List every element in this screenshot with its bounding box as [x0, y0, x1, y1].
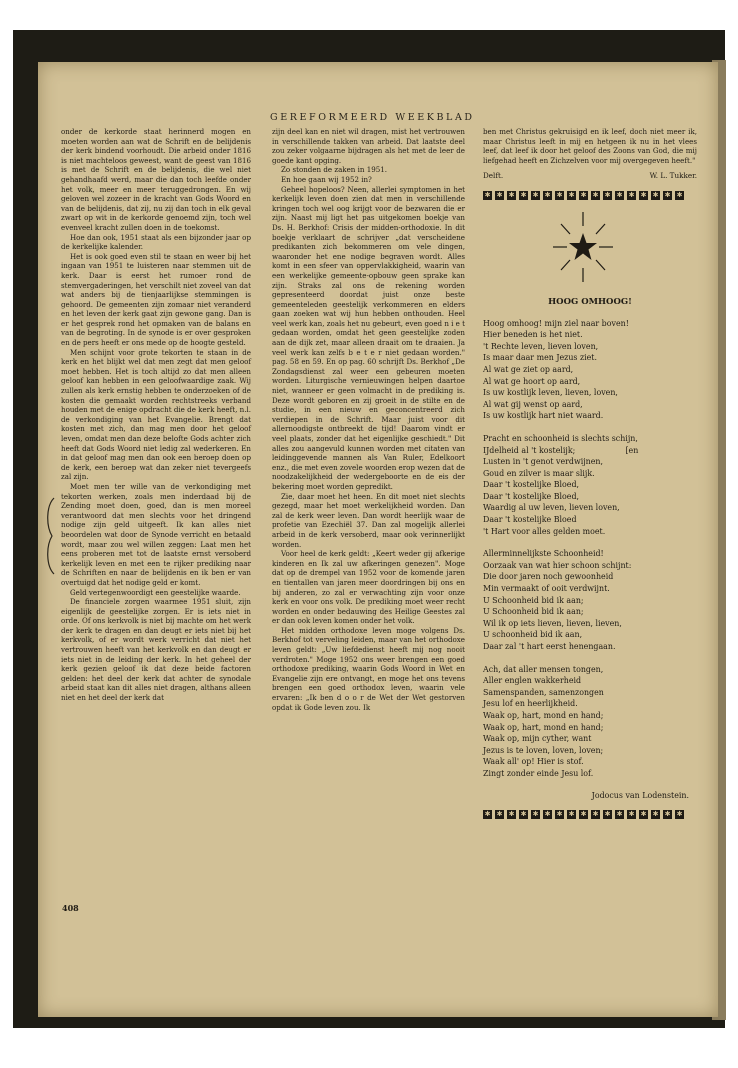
signature-author: W. L. Tukker. [649, 171, 697, 181]
poem-line: Samenspanden, samenzongen [483, 687, 604, 697]
ornament-icon: ✱ [568, 810, 575, 819]
poem-stanza [483, 548, 697, 652]
poem-line: 't Hart voor alles gelden moet. [483, 526, 606, 536]
poem-line: Goud en zilver is maar slijk. [483, 468, 595, 478]
poem-line: Lusten in 't genot verdwijnen, [483, 457, 604, 467]
poem-line: Daar zal 't hart eerst henengaan. [483, 642, 616, 651]
poem-line: Wil ik op iets lieven, lieven, lieven, [483, 618, 622, 628]
ornament-icon: ✱ [532, 810, 539, 819]
poem-line: Aller englen wakkerheid [483, 676, 582, 686]
star-illustration [483, 204, 697, 292]
paragraph: De financiele zorgen waarmee 1951 sluit, zijn eigenlijk de geestelijke zorgen. Er is iets niet in orde. Of ons kerkvolk is niet bij machte om het werk der kerk te dragen en dan deugt er iets niet bij het kerkvolk, of er wordt werk verricht dat niet het vertrouwen heeft van het kerkvolk en dan deugt er iets niet in de leiding der kerk. In het geheel der kerk gezien geloof ik dat deze beide factoren gelden: het deel der kerk dat achter de synodale arbeid staat kan dit alles niet dragen, althans alleen niet en het deel der kerk dat [61, 597, 251, 703]
ornament-icon: ✱ [664, 190, 671, 199]
column-1 [61, 127, 251, 703]
poem-line: U schoonheid bid ik aan, [483, 630, 583, 640]
poem-line: Daar 't kostelijke Bloed, [483, 480, 580, 490]
ornament-icon: ✱ [640, 810, 647, 819]
poem-line: Daar 't kostelijke Bloed [483, 515, 577, 525]
poem-stanza [483, 318, 697, 422]
poem-line: U Schoonheid bid ik aan; [483, 595, 584, 605]
ornament-icon: ✱ [628, 190, 635, 199]
poem-line: Hier beneden is het niet. [483, 330, 583, 340]
paragraph: Hoe dan ook, 1951 staat als een bijzonder jaar op de kerkelijke kalender. [61, 232, 251, 252]
paragraph: Voor heel de kerk geldt: „Keert weder gij afkerige kinderen en Ik zal uw afkeringen genezen". Moge dat op de drempel van 1952 voor de komende jaren en tientallen van jaren meer doordringen bij ons en bij anderen, zo zal er verwachting zijn voor onze kerk en voor ons volk. De prediking moet weer recht worden en onder bedauwing des Heilige Geestes zal er dan ook leven komen onder het volk. [272, 549, 465, 626]
ornament-icon: ✱ [568, 190, 575, 199]
poem-line: Al wat gij wenst op aard, [483, 399, 583, 409]
poem-line: Waak op, hart, mond en hand; [483, 710, 604, 720]
paragraph: onder de kerkorde staat herinnerd mogen en moeten worden aan wat de Schrift en de belijdenis der kerk bindend voorhoudt. Die arbeid onder 1816 is niet machteloos geweest, want de geest van 1816 is met de Schrift en de belijdenis, die wel niet gehandhaafd werd, maar die dan toch leefde onder het volk, meer en meer teruggedrongen. En wij geloven wel zozeer in de kracht van Gods Woord en van de belijdenis, dat zij, nu zij dan toch in elk geval zwart op wit in de kerkorde genoemd zijn, toch wel evenveel kracht zullen doen in de toekomst. [61, 127, 251, 232]
poem-stanza [483, 664, 697, 780]
poem-line: Hoog omhoog! mijn ziel naar boven! [483, 318, 629, 328]
ornament-icon: ✱ [616, 810, 623, 819]
page-number: 408 [62, 903, 79, 913]
ornament-icon: ✱ [544, 190, 551, 199]
poem-line: Al wat ge hoort op aard, [483, 376, 581, 386]
poem-line: Al wat ge ziet op aard, [483, 364, 574, 374]
ornament-icon: ✱ [676, 190, 683, 199]
ornament-icon: ✱ [520, 810, 527, 819]
poem-line: Min vermaakt of ooit verdwijnt. [483, 584, 610, 594]
ornament-icon: ✱ [604, 190, 611, 199]
poem-title: HOOG OMHOOG! [548, 296, 632, 307]
handwritten-bracket-mark [44, 496, 58, 576]
poem-line: Oorzaak van wat hier schoon schijnt: [483, 560, 632, 570]
poem-line: Pracht en schoonheid is slechts schijn, [483, 433, 638, 443]
poem-stanza [483, 433, 697, 537]
paragraph: Zo stonden de zaken in 1951. [281, 165, 388, 175]
ornament-icon: ✱ [616, 190, 623, 199]
ornament-rule-top [483, 191, 697, 200]
poem-line: Jesu lof en heerlijkheid. [483, 699, 578, 709]
poem-line: Ach, dat aller mensen tongen, [483, 664, 604, 674]
ornament-icon: ✱ [652, 190, 659, 199]
poem-line: Is maar daar men Jezus ziet. [483, 353, 597, 363]
poem-line: Waak all' op! Hier is stof. [483, 757, 584, 767]
poem-line: Is uw kostlijk hart niet waard. [483, 411, 604, 421]
ornament-icon: ✱ [520, 190, 527, 199]
ornament-icon: ✱ [580, 190, 587, 199]
paragraph: En hoe gaan wij 1952 in? [281, 174, 372, 184]
poem-author: Jodocus van Lodenstein. [591, 790, 689, 800]
paragraph: Men schijnt voor grote tekorten te staan in de kerk en het blijkt wel dat men zegt dat men geloof moet hebben. Het is toch altijd zo dat men alleen geloof kan hebben in een geloofwaardige zaak. Wij zullen als kerk ernstig hebben te onderzoeken of de kosten die gemaakt worden rechtstreeks verband houden met de enige opdracht die de kerk heeft, n.l. de verkondiging van het Evangelie. Brengt dat kosten met zich, dan mag men door het geloof leven, omdat men dan deze belofte Gods achter zich heeft dat Gods Woord niet ledig zal wederkeren. En in dat geloof mag men dan ook een beroep doen op de kerk, een beroep wat dan zeker niet tevergeefs zal zijn. [61, 347, 251, 482]
ornament-icon: ✱ [592, 190, 599, 199]
column-3 [483, 127, 697, 819]
paragraph: Moet men ter wille van de verkondiging met tekorten werken, zoals men inderdaad bij de Zending moet doen, goed, dan is men moreel verantwoord dat men slechts voor het dringend nodige zijn geld uitgeeft. Ik kan alles niet beoordelen wat door de Synode verricht en betaald wordt, maar zou wel willen zeggen: Laat men het eens proberen met tot de laatste ernst versoberd kerkelijk leven en met een te rijker prediking naar de Schriften en naar de belijdenis en ik ben er van overtuigd dat het nodige geld er komt. [61, 481, 251, 587]
ornament-icon: ✱ [652, 810, 659, 819]
ornament-icon: ✱ [676, 810, 683, 819]
poem-line: Daar 't kostelijke Bloed, [483, 491, 580, 501]
paragraph: Geld vertegenwoordigt een geestelijke waarde. [70, 587, 241, 597]
ornament-icon: ✱ [604, 810, 611, 819]
paragraph: Het is ook goed even stil te staan en weer bij het ingaan van 1951 te luisteren naar stemmen uit de kerk. Daar is eerst het rumoer rond de stemvergaderingen, het verschilt niet zoveel van dat wat anders bij de tienjaarlijkse stemmingen is gehoord. De gemeenten zijn zomaar niet veranderd en het leven der kerk gaat zijn gewone gang. Dan is er het gesprek rond het opmaken van de balans en van de begroting. In de synode is er over gesproken en de pers heeft er ons mede op de hoogte gesteld. [61, 251, 251, 348]
ornament-icon: ✱ [556, 810, 563, 819]
poem-line: Waardig al uw leven, lieven loven, [483, 503, 620, 513]
radiant-star-icon [533, 204, 633, 292]
poem-line: Jezus is te loven, loven, loven; [483, 745, 604, 755]
paragraph: ben met Christus gekruisigd en ik leef, doch niet meer ik, maar Christus leeft in mij en hetgeen ik nu in het vlees leef, dat leef ik door het geloof des Zoons van God, die mij liefgehad heeft en Zichzelven voor mij overgegeven heeft." [483, 127, 697, 165]
poem [483, 318, 697, 780]
poem-line: Waak op, hart, mond en hand; [483, 722, 604, 732]
poem-line: Waak op, mijn cyther, want [483, 734, 592, 744]
paragraph: Zie, daar moet het heen. En dit moet niet slechts gezegd, maar het moet werkelijkheid worden. Dan zal de kerk weer leven. Dan wordt heerlijk waar de profetie van Ezechiël 37. Dan zal mogelijk allerlei arbeid in de kerk versoberd, maar ook verinnerlijkt worden. [272, 491, 465, 549]
poem-line: Die door jaren noch gewoonheid [483, 572, 614, 582]
ornament-icon: ✱ [580, 810, 587, 819]
ornament-icon: ✱ [544, 810, 551, 819]
poem-line: 't Rechte leven, lieven loven, [483, 341, 599, 351]
poem-line: Allerminnelijkste Schoonheid! [483, 549, 604, 559]
ornament-icon: ✱ [592, 810, 599, 819]
paragraph: Geheel hopeloos? Neen, allerlei symptomen in het kerkelijk leven doen zien dat men in verschillende kringen toch wel oog krijgt voor de bezwaren die er zijn. Naast mij ligt het pas uitgekomen boekje van Ds. H. Berkhof: Crisis der midden-orthodoxie. In dit boekje verklaart de schrijver „dat verscheidene predikanten zich bekommeren om vele dingen, waaronder het ene nodige begraven wordt. Alles komt in een sfeer van oppervlakkigheid, waarin van een werkelijke gemeente-opbouw geen sprake kan zijn. Straks zal ons de rekening worden gepresenteerd doordat juist onze beste gemeenteleden geestelijk verkommeren en elders gaan zoeken wat wij hun hebben onthouden. Heel veel werk kan, zoals het nu gebeurt, even goed n i e t gedaan worden, omdat het geen geestelijke zoden aan de dijk zet, maar alleen draait om te draaien. Ja veel werk kan zelfs b e t e r niet gedaan worden." pag. 58 en 59. En op pag. 60 schrijft Ds. Berkhof „De Zondagsdienst zal weer een gebeuren moeten worden. Liturgische vernieuwingen helpen daartoe niet, wanneer er geen volmacht in de prediking is. Deze wordt geboren en zij groeit in de stilte en de studie, in een nieuw en geconcentreerd zich verdiepen in de Schrift. Maar juist voor dit allernoodigste ontbreekt de tijd! Daarom vindt er veel plaats, zonder dat het eigenlijke geschiedt." Dit alles zou aangevuld kunnen worden met citaten van leidinggevende mannen als Van Ruler, Edelkoort enz., die met even zovele woorden erop wezen dat de noodzakelijkheid der wedergeboorte en de eis der bekering moet worden gepredikt. [272, 184, 465, 491]
ornament-icon: ✱ [556, 190, 563, 199]
poem-line: Zingt zonder einde Jesu lof. [483, 768, 594, 778]
ornament-icon: ✱ [628, 810, 635, 819]
ornament-icon: ✱ [508, 190, 515, 199]
ornament-icon: ✱ [496, 190, 503, 199]
ornament-icon: ✱ [484, 810, 491, 819]
ornament-icon: ✱ [640, 190, 647, 199]
signature-place: Delft. [483, 171, 504, 181]
poem-line: IJdelheid al 't kostelijk; [en [483, 445, 639, 455]
ornament-icon: ✱ [496, 810, 503, 819]
ornament-icon: ✱ [484, 190, 491, 199]
paragraph: Het midden orthodoxe leven moge volgens Ds. Berkhof tot verveling leiden, maar van het orthodoxe leven geldt: „Uw liefdedienst heeft mij nog nooit verdroten." Moge 1952 ons weer brengen een goed orthodoxe prediking, waarin Gods Woord in Wet en Evangelie zijn ere ontvangt, en moge het ons tevens brengen een goed orthodox leven, waarin vele ervaren: „Ik ben d o o r de Wet der Wet gestorven opdat ik Gode leven zou. Ik [272, 625, 465, 712]
ornament-icon: ✱ [664, 810, 671, 819]
column-2 [272, 127, 465, 712]
poem-line: U Schoonheid bid ik aan; [483, 607, 584, 617]
poem-line: Is uw kostlijk leven, lieven, loven, [483, 388, 618, 398]
ornament-icon: ✱ [532, 190, 539, 199]
ornament-icon: ✱ [508, 810, 515, 819]
ornament-rule-bottom [483, 810, 697, 819]
article-signature [483, 171, 697, 181]
paragraph: zijn deel kan en niet wil dragen, mist het vertrouwen in verschillende takken van arbeid. Dat laatste deel zou zeker volgaarne bijdragen als het met de leer de goede kant opging. [272, 127, 465, 165]
running-head: GEREFORMEERD WEEKBLAD [270, 112, 475, 123]
